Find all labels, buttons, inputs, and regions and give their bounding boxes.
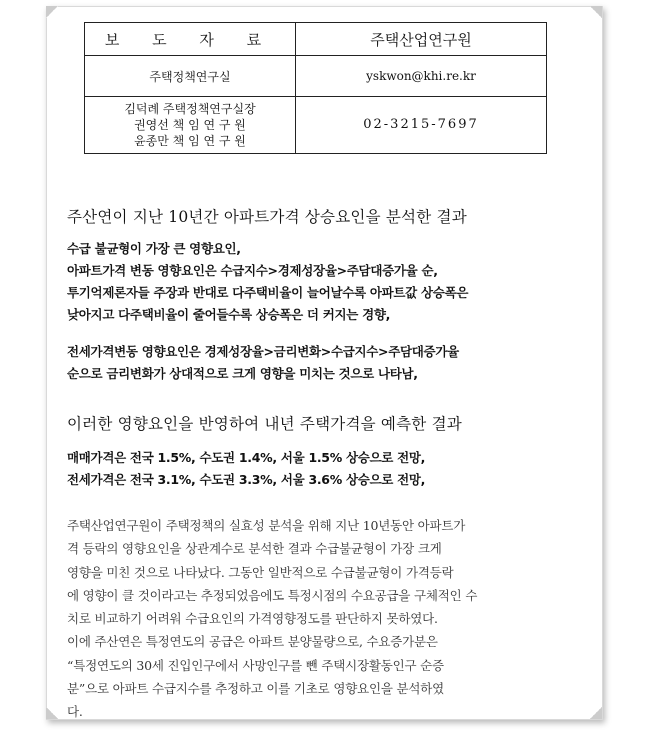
summary-line: 투기억제론자들 주장과 반대로 다주택비율이 늘어날수록 아파트값 상승폭은 (67, 285, 469, 300)
summary-line: 아파트가격 변동 영향요인은 수급지수>경제성장율>주담대증가율 순, (67, 263, 438, 278)
paragraph-line: “특정연도의 30세 진입인구에서 사망인구를 뺀 주택시장활동인구 순증 (67, 657, 444, 673)
contact-phone: 02-3215-7697 (296, 97, 547, 154)
summary-block-jeonse-factors (67, 341, 567, 385)
forecast-line: 전세가격은 전국 3.1%, 수도권 3.3%, 서울 3.6% 상승으로 전망, (67, 472, 426, 487)
body-paragraph (67, 514, 567, 724)
organization-name: 주택산업연구원 (296, 23, 547, 56)
page-corner-decoration (590, 6, 602, 18)
paragraph-line: 다. (67, 704, 83, 720)
summary-line: 낮아지고 다주택비율이 줄어들수록 상승폭은 더 커지는 경향, (67, 307, 391, 322)
summary-line: 전세가격변동 영향요인은 경제성장율>금리변화>수급지수>주담대증가율 (67, 344, 459, 359)
paragraph-line: 치로 비교하기 어려워 수급요인의 가격영향정도를 판단하지 못하였다. (67, 611, 438, 627)
contact-email: yskwon@khi.re.kr (296, 56, 547, 97)
paragraph-line: 이에 주산연은 특정연도의 공급은 아파트 분양물량으로, 수요증가분은 (67, 634, 438, 650)
paragraph-line: 분”으로 아파트 수급지수를 추정하고 이를 기초로 영향요인을 분석하였 (67, 681, 444, 697)
paragraph-line: 에 영향이 클 것이라고는 추정되었음에도 특정시점의 수요공급을 구체적인 수 (67, 587, 478, 603)
contact-persons (85, 97, 296, 154)
contact-person: 권영선 책 임 연 구 원 (134, 118, 246, 132)
contact-person: 김덕례 주택정책연구실장 (124, 102, 256, 116)
press-release-header-table (84, 22, 547, 154)
contact-person: 윤종만 책 임 연 구 원 (134, 134, 246, 148)
section-title-factors: 주산연이 지난 10년간 아파트가격 상승요인을 분석한 결과 (67, 208, 467, 226)
page-corner-decoration (590, 707, 602, 719)
department-name: 주택정책연구실 (85, 56, 296, 97)
forecast-line: 매매가격은 전국 1.5%, 수도권 1.4%, 서울 1.5% 상승으로 전망, (67, 450, 426, 465)
paragraph-line: 영향을 미친 것으로 나타났다. 그동안 일반적으로 수급불균형이 가격등락 (67, 564, 454, 580)
summary-block-price-factors (67, 238, 567, 326)
page-corner-decoration (46, 6, 58, 18)
section-title-forecast: 이러한 영향요인을 반영하여 내년 주택가격을 예측한 결과 (67, 415, 462, 433)
summary-line: 수급 불균형이 가장 큰 영향요인, (67, 241, 241, 256)
page-corner-decoration (46, 707, 58, 719)
press-release-label: 보 도 자 료 (85, 23, 296, 56)
summary-block-forecast (67, 447, 567, 491)
paragraph-line: 주택산업연구원이 주택정책의 실효성 분석을 위해 지난 10년동안 아파트가 (67, 518, 466, 533)
paragraph-line: 격 등락의 영향요인을 상관계수로 분석한 결과 수급불균형이 가장 크게 (67, 541, 442, 557)
summary-line: 순으로 금리변화가 상대적으로 크게 영향을 미치는 것으로 나타남, (67, 366, 418, 381)
